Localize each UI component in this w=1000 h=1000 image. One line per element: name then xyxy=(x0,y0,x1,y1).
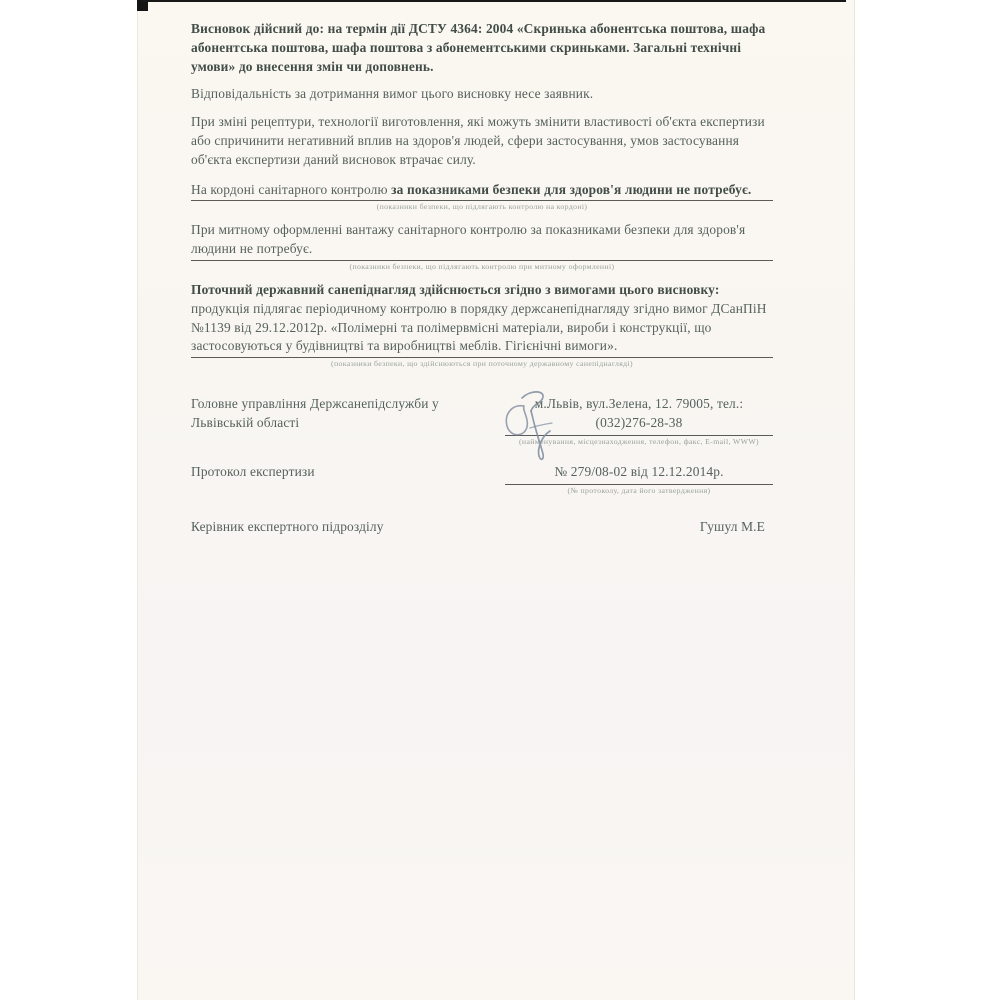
signature-row xyxy=(191,518,773,537)
protocol-label: Протокол експертизи xyxy=(191,463,315,479)
protocol-row xyxy=(191,463,773,496)
scanned-document-page xyxy=(137,0,855,1000)
customs-control-caption: (показники безпеки, що підлягають контролю при митному оформленні) xyxy=(349,261,615,271)
signatory-label: Керівник експертного підрозділу xyxy=(191,518,384,534)
paragraph-recipe-change: При зміні рецептури, технології виготовлення, які можуть змінити властивості об'єкта експертизи або спричинити негативний вплив на здоров'я людей, сфери застосування, умов застосування об'єкта експертизи даний висновок втрачає силу. xyxy=(191,114,765,167)
current-supervision-rest: продукція підлягає періодичному контролю в порядку держсанепіднагляду згідно вимог ДСанПіН №1139 від 29.12.2012р. «Полімерні та полімервмісні матеріали, вироби і конструкції, що застосовуються у будівництві та виробництві меблів. Гігієнічні вимоги». xyxy=(191,300,767,354)
protocol-number: № 279/08-02 від 12.12.2014р. xyxy=(505,463,773,485)
paragraph-customs-control xyxy=(191,221,773,261)
institution-phone: (032)276-28-38 xyxy=(595,414,683,430)
institution-address: м.Львів, вул.Зелена, 12. 79005, тел.: xyxy=(534,396,744,412)
border-control-bold: за показниками безпеки для здоров'я людини не потребує. xyxy=(391,181,752,197)
protocol-caption: (№ протоколу, дата його затвердження) xyxy=(567,485,711,495)
current-supervision-bold: Поточний державний санепіднагляд здійснюється згідно з вимогами цього висновку: xyxy=(191,281,720,297)
current-supervision-caption: (показники безпеки, що здійснюються при поточному державному санепіднагляді) xyxy=(331,359,633,369)
handwritten-signature xyxy=(500,384,564,468)
institution-row xyxy=(191,395,773,447)
paragraph-validity: Висновок дійсний до: на термін дії ДСТУ 4364: 2004 «Скринька абонентська поштова, шафа абонентська поштова, шафа поштова з абонементськими скриньками. Загальні технічні умови» до внесення змін чи доповнень. xyxy=(191,21,766,74)
institution-name: Головне управління Держсанепідслужби у Львівській області xyxy=(191,396,439,430)
paragraph-responsibility: Відповідальність за дотримання вимог цього висновку несе заявник. xyxy=(191,86,594,102)
institution-caption: (найменування, місцезнаходження, телефон, факс, E-mail, WWW) xyxy=(518,436,759,446)
paragraph-border-control xyxy=(191,181,773,202)
border-control-caption: (показники безпеки, що підлягають контролю на кордоні) xyxy=(376,202,588,212)
document-body xyxy=(191,20,773,536)
customs-control-text: При митному оформленні вантажу санітарного контролю за показниками безпеки для здоров'я людини не потребує. xyxy=(191,222,746,257)
paragraph-current-supervision xyxy=(191,281,773,358)
border-control-prefix: На кордоні санітарного контролю xyxy=(191,181,392,197)
signatory-name: Гушул М.Е xyxy=(699,518,765,534)
scan-top-edge-line xyxy=(141,0,846,2)
